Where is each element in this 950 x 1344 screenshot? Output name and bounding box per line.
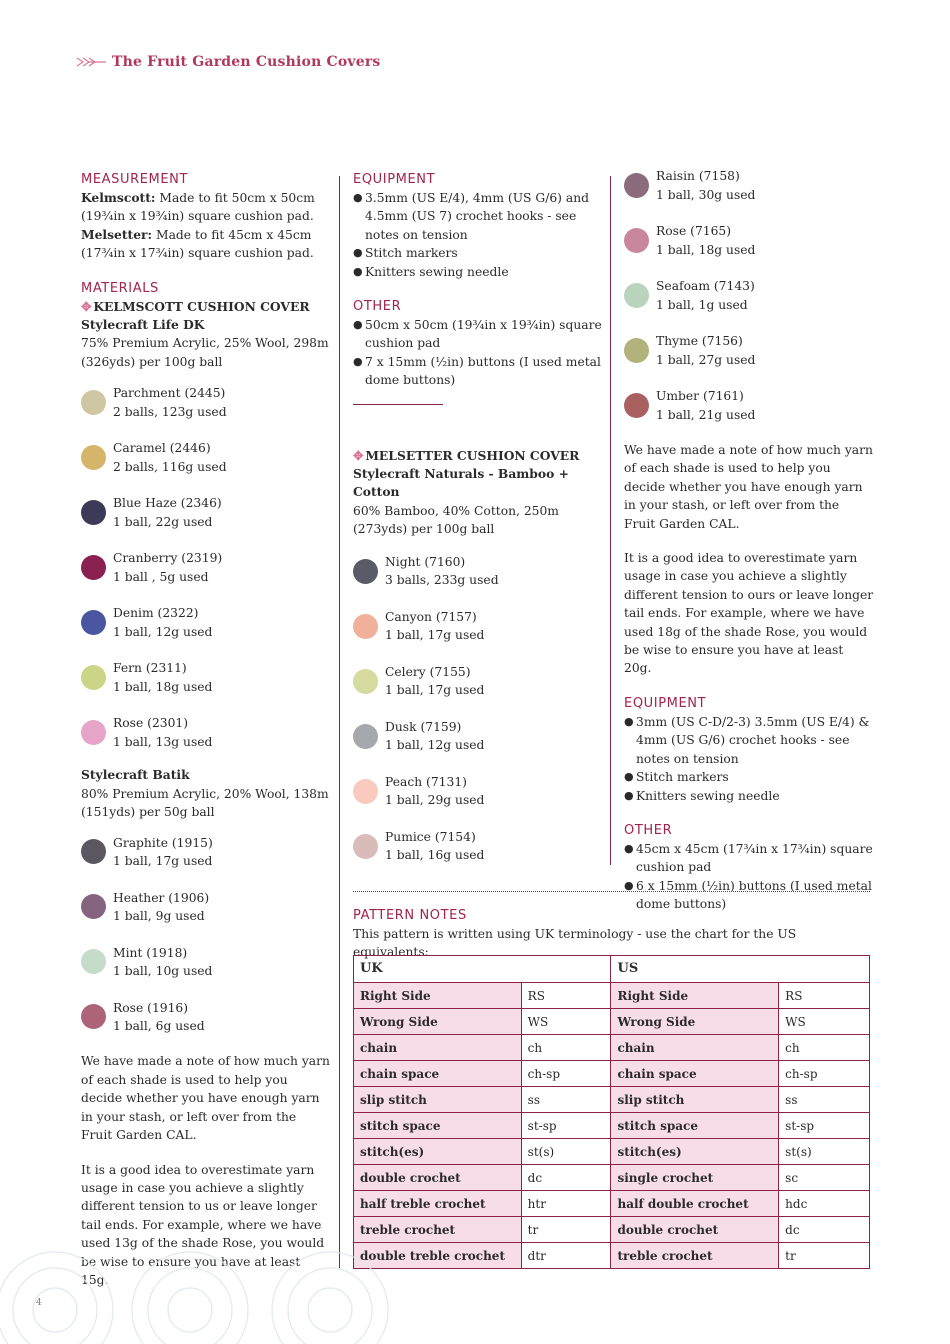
shade-item [81,540,331,595]
shade-quantity: 1 ball, 17g used [385,628,485,643]
table-row [354,1165,870,1191]
us-abbreviation: dc [779,1217,870,1243]
us-term: treble crochet [611,1243,779,1269]
shade-quantity: 2 balls, 123g used [113,404,227,419]
shade-text [113,439,227,476]
uk-header: UK [354,956,611,983]
uk-term: slip stitch [354,1087,522,1113]
uk-abbreviation: RS [521,983,611,1009]
us-abbreviation: st-sp [779,1113,870,1139]
column-equipment [353,170,603,874]
shade-text [385,718,484,755]
column-rule-2 [610,176,611,865]
shade-quantity: 1 ball, 18g used [113,679,213,694]
color-swatch [81,500,106,525]
uk-term: stitch(es) [354,1139,522,1165]
column-melsetter [624,158,874,914]
bullet-item: ● 3.5mm (US E/4), 4mm (US G/6) and 4.5mm (US 7) crochet hooks - see notes on tension [353,189,603,244]
color-swatch [624,283,649,308]
color-swatch [81,390,106,415]
shade-name: Blue Haze (2346) [113,496,222,511]
shade-text [113,549,222,586]
table-header-row [354,956,870,983]
shade-name: Umber (7161) [656,389,744,404]
shade-text [113,384,227,421]
shade-name: Denim (2322) [113,606,199,621]
us-abbreviation: hdc [779,1191,870,1217]
bullet-item: ● Knitters sewing needle [353,263,603,281]
yarn-note: It is a good idea to overestimate yarn usage in case you achieve a slightly different tension to us or leave longer tail ends. For example, where we have used 13g of the shade Rose, you would be wise to ensure you have at least 15g. [81,1162,325,1287]
other-heading: OTHER [624,822,673,838]
shade-text [385,553,499,590]
color-swatch [353,614,378,639]
shade-item [624,268,874,323]
shade-item [353,654,603,709]
shade-quantity: 2 balls, 116g used [113,459,227,474]
us-abbreviation: ch [779,1035,870,1061]
shade-name: Rose (1916) [113,1000,189,1015]
equipment-list [624,713,874,805]
shade-quantity: 1 ball, 9g used [113,908,205,923]
shade-name: Seafoam (7143) [656,279,755,294]
shade-list [353,544,603,874]
yarn-note: We have made a note of how much yarn of each shade is used to help you decide whether you have enough yarn in your stash, or left over from the Fruit Garden CAL. [81,1054,330,1143]
kelmscott-cover-heading [81,298,331,316]
yarn-name: Stylecraft Batik [81,767,190,783]
shade-quantity: 1 ball, 17g used [385,683,485,698]
color-swatch [81,839,106,864]
us-term: slip stitch [611,1087,779,1113]
table-row [354,1035,870,1061]
shade-quantity: 1 ball, 22g used [113,514,213,529]
shade-item [81,595,331,650]
bullet-item: ● 6 x 15mm (½in) buttons (I used metal dome buttons) [624,877,874,914]
color-swatch [81,949,106,974]
uk-term: double treble crochet [354,1243,522,1269]
document-title: The Fruit Garden Cushion Covers [112,54,381,70]
other-list [624,840,874,914]
color-swatch [81,1004,106,1029]
pattern-notes-intro: This pattern is written using UK terminology - use the chart for the US equivalents: [353,927,797,960]
shade-name: Cranberry (2319) [113,551,223,566]
shade-item [81,430,331,485]
page-number: 4 [36,1298,42,1308]
column-rule-1 [339,176,340,1268]
table-row [354,1061,870,1087]
shade-text [113,494,222,531]
shade-item [353,819,603,874]
us-term: single crochet [611,1165,779,1191]
shade-text [385,773,484,810]
shade-text [656,332,755,369]
uk-abbreviation: ss [521,1087,611,1113]
color-swatch [624,393,649,418]
us-term: Right Side [611,983,779,1009]
color-swatch [624,173,649,198]
melsetter-cover-heading [353,447,603,465]
shade-text [656,222,755,259]
table-row [354,1087,870,1113]
us-abbreviation: ch-sp [779,1061,870,1087]
uk-term: chain space [354,1061,522,1087]
shade-name: Dusk (7159) [385,719,462,734]
bullet-item: ● Stitch markers [353,244,603,262]
shade-name: Rose (7165) [656,224,732,239]
shade-quantity: 1 ball, 29g used [385,793,485,808]
shade-quantity: 1 ball, 27g used [656,352,756,367]
shade-quantity: 1 ball, 17g used [113,853,213,868]
table-row [354,1243,870,1269]
pattern-notes-heading: PATTERN NOTES [353,908,467,923]
shade-item [353,599,603,654]
other-list [353,316,603,390]
uk-term: half treble crochet [354,1191,522,1217]
yarn-description: 75% Premium Acrylic, 25% Wool, 298m (326yds) per 100g ball [81,336,329,369]
melsetter-measurement [81,226,331,263]
shade-item [353,709,603,764]
shade-text [656,387,755,424]
us-header: US [611,956,870,983]
us-term: stitch space [611,1113,779,1139]
shade-quantity: 1 ball, 21g used [656,407,756,422]
shade-quantity: 1 ball, 12g used [113,624,213,639]
color-swatch [353,834,378,859]
shade-list [81,824,331,1044]
shade-name: Thyme (7156) [656,334,743,349]
us-term: chain [611,1035,779,1061]
color-swatch [624,338,649,363]
us-abbreviation: tr [779,1243,870,1269]
kelmscott-cover-label: KELMSCOTT CUSHION COVER [93,298,310,314]
shade-item [81,650,331,705]
shade-item [624,213,874,268]
shade-item [624,158,874,213]
shade-text [385,828,484,865]
bullet-item: ● 45cm x 45cm (17¾in x 17¾in) square cushion pad [624,840,874,877]
table-row [354,1139,870,1165]
us-term: stitch(es) [611,1139,779,1165]
color-swatch [81,894,106,919]
shade-name: Canyon (7157) [385,609,477,624]
us-term: chain space [611,1061,779,1087]
bullet-item: ● 3mm (US C-D/2-3) 3.5mm (US E/4) & 4mm (US G/6) crochet hooks - see notes on tension [624,713,874,768]
uk-term: Right Side [354,983,522,1009]
pattern-notes [353,906,870,962]
shade-item [81,989,331,1044]
other-heading: OTHER [353,299,402,315]
uk-abbreviation: ch [521,1035,611,1061]
shade-name: Caramel (2446) [113,441,211,456]
table-row [354,1217,870,1243]
color-swatch [81,665,106,690]
equipment-heading: EQUIPMENT [353,172,436,187]
color-swatch [353,779,378,804]
us-abbreviation: RS [779,983,870,1009]
melsetter-cover-label: MELSETTER CUSHION COVER [365,447,580,463]
shade-item [81,375,331,430]
yarn-description: 80% Premium Acrylic, 20% Wool, 138m (151yds) per 50g ball [81,786,329,820]
uk-term: stitch space [354,1113,522,1139]
melsetter-size: Made to fit 45cm x 45cm (17¾in x 17¾in) square cushion pad. [81,227,314,261]
shade-quantity: 1 ball, 16g used [385,848,485,863]
shade-quantity: 1 ball, 1g used [656,297,748,312]
column-materials [81,170,331,1289]
shade-quantity: 1 ball, 10g used [113,963,213,978]
uk-abbreviation: htr [521,1191,611,1217]
yarn-note: We have made a note of how much yarn of each shade is used to help you decide whether you have enough yarn in your stash, or left over from the Fruit Garden CAL. [624,443,873,531]
bullet-item: ● Knitters sewing needle [624,787,874,805]
shade-quantity: 1 ball, 12g used [385,738,485,753]
uk-abbreviation: ch-sp [521,1061,611,1087]
shade-name: Raisin (7158) [656,169,740,184]
shade-item [81,705,331,760]
shade-text [113,714,212,751]
shade-text [113,999,205,1036]
us-term: double crochet [611,1217,779,1243]
shade-quantity: 1 ball, 6g used [113,1018,205,1033]
us-abbreviation: st(s) [779,1139,870,1165]
shade-name: Fern (2311) [113,661,187,676]
shade-text [113,889,209,926]
shade-text [656,167,755,204]
shade-list [81,375,331,760]
us-term: Wrong Side [611,1009,779,1035]
shade-list [624,158,874,433]
kelmscott-measurement [81,189,331,226]
shade-text [656,277,755,314]
shade-name: Parchment (2445) [113,386,226,401]
shade-name: Pumice (7154) [385,829,476,844]
bullet-item: ● 7 x 15mm (½in) buttons (I used metal dome buttons) [353,353,603,390]
arrow-flourish-icon [76,55,106,69]
shade-item [624,378,874,433]
shade-quantity: 3 balls, 233g used [385,573,499,588]
shade-text [385,663,484,700]
lace-doily-decoration [0,1215,400,1344]
table-row [354,1191,870,1217]
shade-item [81,485,331,540]
table-row [354,1009,870,1035]
shade-text [113,659,212,696]
color-swatch [81,610,106,635]
shade-quantity: 1 ball, 18g used [656,242,756,257]
shade-name: Celery (7155) [385,664,471,679]
color-swatch [353,559,378,584]
us-abbreviation: sc [779,1165,870,1191]
color-swatch [353,669,378,694]
shade-name: Mint (1918) [113,945,188,960]
yarn-name: Stylecraft Naturals - Bamboo + Cotton [353,466,569,500]
shade-name: Heather (1906) [113,890,210,905]
running-header [76,53,381,71]
materials-heading: MATERIALS [81,280,159,296]
table-row [354,1113,870,1139]
uk-abbreviation: WS [521,1009,611,1035]
yarn-name: Stylecraft Life DK [81,317,205,333]
kelmscott-size: Made to fit 50cm x 50cm (19¾in x 19¾in) square cushion pad. [81,191,315,224]
equipment-heading: EQUIPMENT [624,695,707,711]
yarn-description: 60% Bamboo, 40% Cotton, 250m (273yds) per 100g ball [353,503,559,537]
us-term: half double crochet [611,1191,779,1217]
measurement-heading: MEASUREMENT [81,172,189,187]
shade-quantity: 1 ball, 13g used [113,734,213,749]
shade-item [353,544,603,599]
shade-item [353,764,603,819]
us-abbreviation: WS [779,1009,870,1035]
flower-icon: ✥ [81,298,92,314]
uk-abbreviation: dc [521,1165,611,1191]
kelmscott-label: Kelmscott: [81,190,156,205]
color-swatch [353,724,378,749]
shade-item [81,934,331,989]
bullet-item: ● Stitch markers [624,768,874,786]
shade-text [113,944,212,981]
terminology-table [353,955,870,1269]
dotted-divider [353,891,870,892]
shade-name: Night (7160) [385,554,466,569]
shade-text [113,604,212,641]
shade-text [113,834,213,871]
shade-name: Rose (2301) [113,716,189,731]
us-abbreviation: ss [779,1087,870,1113]
uk-term: treble crochet [354,1217,522,1243]
uk-term: chain [354,1035,522,1061]
uk-term: Wrong Side [354,1009,522,1035]
table-row [354,983,870,1009]
color-swatch [81,555,106,580]
shade-item [81,879,331,934]
shade-name: Peach (7131) [385,774,467,789]
uk-term: double crochet [354,1165,522,1191]
bullet-item: ● 50cm x 50cm (19¾in x 19¾in) square cushion pad [353,316,603,353]
equipment-list [353,189,603,281]
uk-abbreviation: tr [521,1217,611,1243]
shade-item [81,824,331,879]
flower-icon: ✥ [353,447,364,463]
uk-abbreviation: st(s) [521,1139,611,1165]
shade-name: Graphite (1915) [113,835,213,850]
shade-item [624,323,874,378]
color-swatch [624,228,649,253]
yarn-note: It is a good idea to overestimate yarn usage in case you achieve a slightly different tension to ours or leave longer tail ends. For example, where we have used 18g of the shade Rose, you would be wise to ensure you have at least 20g. [624,551,874,676]
color-swatch [81,445,106,470]
melsetter-label: Melsetter: [81,226,153,242]
color-swatch [81,720,106,745]
shade-text [385,608,484,645]
shade-quantity: 1 ball, 30g used [656,187,756,202]
uk-abbreviation: st-sp [521,1113,611,1139]
shade-quantity: 1 ball , 5g used [113,569,209,584]
uk-abbreviation: dtr [521,1243,611,1269]
